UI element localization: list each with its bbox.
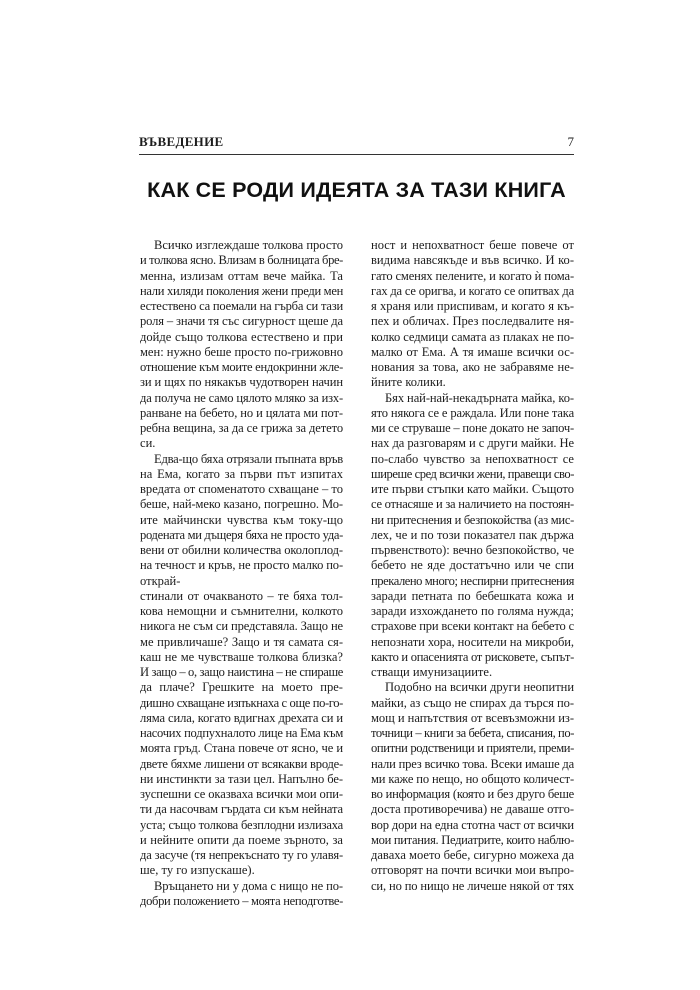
section-title: ВЪВЕДЕНИЕ xyxy=(139,134,224,149)
text-line: дойде също толкова естествено и при xyxy=(140,329,343,344)
left-text-column xyxy=(140,238,343,909)
text-line: Всичко изглеждаше толкова просто xyxy=(154,238,343,252)
text-line: уста; също толкова безплодни излизаха xyxy=(140,817,343,832)
text-line: даваха моето бебе, сигурно можеха да xyxy=(371,848,574,862)
text-line: бебето не яде достатъчно или че спи xyxy=(371,558,574,573)
text-line: мен: нужно беше просто по-грижовно xyxy=(140,344,343,359)
text-line: ше, ту го изпускаше). xyxy=(140,863,255,878)
text-line: нали хиляди поколения жени преди мен xyxy=(140,283,343,298)
text-line: непознати хора, носители на микроби, xyxy=(371,634,575,649)
text-line: дишно схващане изпъкнаха с още по-го- xyxy=(140,695,343,710)
text-line: вени от обилни количества околоплод- xyxy=(140,543,343,557)
text-line: менна, излизам оттам вече майка. Та xyxy=(140,268,343,283)
text-line: Едва-що бяха отрязали пъпната връв xyxy=(154,451,343,466)
text-line: мощ и напътствия от всевъзможни из- xyxy=(371,710,574,725)
text-line: насочих подпухналото лице на Ема към xyxy=(140,726,343,740)
text-line: ни притеснения и безпокойства (аз мис- xyxy=(371,512,574,527)
text-line: първенството): вечно безпокойство, че xyxy=(371,543,574,557)
text-line: ност и непохватност беше повече от xyxy=(371,238,574,252)
text-line: на течност и кръв, не просто малко по- xyxy=(140,558,343,573)
text-line: опитни родственици и приятели, преми- xyxy=(371,741,574,756)
text-line: никога не съм си представяла. Защо не xyxy=(140,619,343,634)
text-line: по-слабо чувство за непохватност се xyxy=(371,451,574,466)
text-line: нования за това, ако не забравяме не- xyxy=(371,360,574,374)
text-line: Подобно на всички други неопитни xyxy=(385,680,574,695)
running-head xyxy=(139,134,574,152)
text-line: вредата от споменатото схващане – то xyxy=(140,482,343,496)
text-line: ите майчински чувства към току-що xyxy=(140,512,343,527)
text-line: ребна вещина, за да се грижа за детето xyxy=(140,421,343,435)
text-line: да засуче (тя непрекъснато ту го улавя- xyxy=(140,848,343,862)
text-line: страхове при всеки контакт на бебето с xyxy=(371,619,574,634)
text-line: мои питания. Педиатрите, които наблю- xyxy=(371,832,574,847)
text-line: родената ми дъщеря бяха не просто уда- xyxy=(140,527,343,542)
text-line: двете бяхме лишени от всякакви вроде- xyxy=(140,756,343,771)
text-line: ти да насочвам гърдата си към нейната xyxy=(140,802,343,817)
text-line: отговорят на почти всички мои въпро- xyxy=(371,863,574,878)
text-line: добри положението – моята неподготве- xyxy=(140,893,343,908)
text-line: ширеше сред всички жени, правещи сво- xyxy=(371,466,574,481)
text-line: открай- xyxy=(140,573,181,588)
text-line: си, но по нищо не личеше някой от тях xyxy=(371,878,574,893)
text-line: йните колики. xyxy=(371,375,446,390)
text-line: доста противоречива) не даваше отго- xyxy=(371,802,574,817)
text-line: стващи имунизациите. xyxy=(371,665,493,679)
text-line: каш не ме чувстваше толкова близка? xyxy=(140,649,343,664)
text-line: зи и щях по някакъв чудотворен начин xyxy=(140,375,343,390)
text-line: майки, аз също не спирах да търся по- xyxy=(371,695,574,710)
text-line: колко седмици самата аз плаках не по- xyxy=(371,329,574,344)
text-line: пех и обличах. През последвалите ня- xyxy=(371,314,574,329)
header-divider xyxy=(139,154,574,155)
text-line: заради изхождането по голяма нужда; xyxy=(371,604,574,618)
text-line: во информация (която и без друго беше xyxy=(371,787,574,801)
text-line: ято някога се е раждала. Или поне така xyxy=(371,405,574,420)
text-line: Връщането ни у дома с нищо не по- xyxy=(154,878,343,893)
text-line: заради петната по бебешката кожа и xyxy=(371,588,574,603)
text-line: гато сменях пелените, и когато ѝ пома- xyxy=(371,268,574,283)
text-line: стинали от очакваното – те бяха тол- xyxy=(140,588,343,603)
text-line: роля – значи тя със сигурност щеше да xyxy=(140,314,343,329)
text-line: ни инстинкти за тази цел. Напълно бе- xyxy=(140,771,343,786)
page-number: 7 xyxy=(567,134,574,149)
text-line: прекалено много; неспирни притеснения xyxy=(371,573,574,588)
text-line: моята гръд. Стана повече от ясно, че и xyxy=(140,741,343,756)
text-line: отношение към моите ендокринни жле- xyxy=(140,360,343,374)
text-line: ми се струваше – поне докато не започ- xyxy=(371,421,574,435)
text-line: лех, че и по този показател пак държа xyxy=(371,527,574,542)
text-line: я храня или приспивам, и когато я къ- xyxy=(371,299,574,313)
right-text-column xyxy=(371,238,574,894)
text-line: си. xyxy=(140,436,156,451)
text-line: на Ема, когато за първи път изпитах xyxy=(140,466,343,481)
text-line: гах да се оригва, и когато се опитвах да xyxy=(371,283,574,298)
text-line: Бях най-най-некадърната майка, ко- xyxy=(385,390,574,405)
text-line: ми каже по нещо, но общото количест- xyxy=(371,771,574,786)
text-line: ме привличаше? Защо и тя самата ся- xyxy=(140,634,343,649)
text-line: ранване на бебето, но и цялата ми пот- xyxy=(140,405,343,420)
text-line: вор дори на една стотна част от всички xyxy=(371,817,574,832)
text-line: се отнасяше и за наличието на постоян- xyxy=(371,497,574,512)
text-line: беше, най-меко казано, погрешно. Мо- xyxy=(140,497,343,512)
text-line: нали през всичко това. Всеки имаше да xyxy=(371,756,574,771)
text-line: ите първи стъпки като майки. Същото xyxy=(371,482,574,496)
text-line: нах да разговарям и с други майки. Не xyxy=(371,436,574,451)
text-line: видима навсякъде и във всичко. И ко- xyxy=(371,253,574,268)
text-line: точници – книги за бебета, списания, по- xyxy=(371,726,574,740)
text-line: кова немощни и съмнителни, колкото xyxy=(140,604,343,618)
text-line: малко от Ема. А тя имаше всички ос- xyxy=(371,344,574,359)
text-line: естествено са поемали на гърба си тази xyxy=(140,299,343,313)
text-line: и толкова ясно. Влизам в болницата бре- xyxy=(140,253,343,268)
text-line: зуспешни се оказваха всички мои опи- xyxy=(140,787,343,801)
text-line: ляма сила, когато вдигнах дрехата си и xyxy=(140,710,343,725)
text-line: както и опасенията от рисковете, съпът- xyxy=(371,649,574,664)
text-line: да получа не само цялото мляко за изх- xyxy=(140,390,343,405)
text-line: да плаче? Грешките на моето пре- xyxy=(140,680,343,695)
text-line: И защо – о, защо наистина – не спираше xyxy=(140,665,343,679)
chapter-title: КАК СЕ РОДИ ИДЕЯТА ЗА ТАЗИ КНИГА xyxy=(147,178,566,202)
text-line: и нейните опити да поеме зърното, за xyxy=(140,832,343,847)
